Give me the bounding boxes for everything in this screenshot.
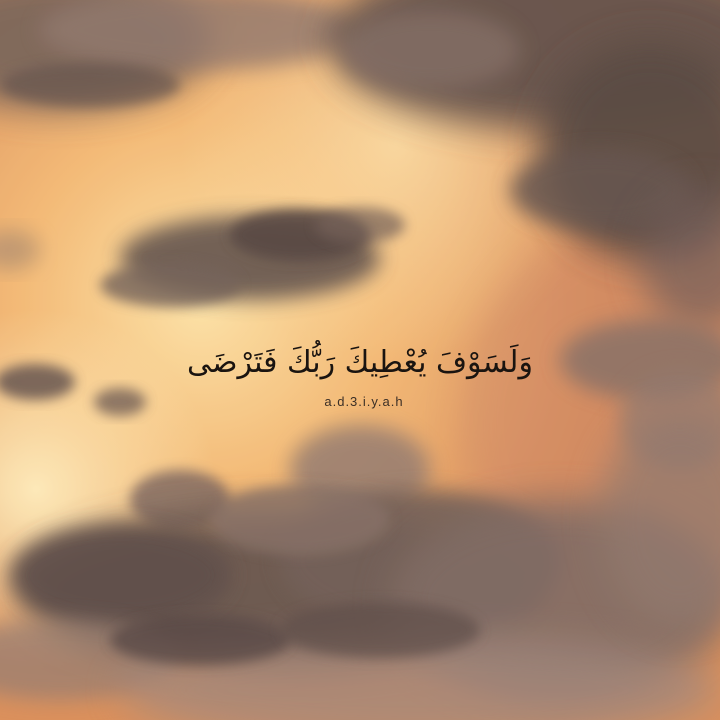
quran-verse-text: وَلَسَوْفَ يُعْطِيكَ رَبُّكَ فَتَرْضَى <box>187 345 533 380</box>
credit-watermark: a.d.3.i.y.a.h <box>324 394 404 409</box>
